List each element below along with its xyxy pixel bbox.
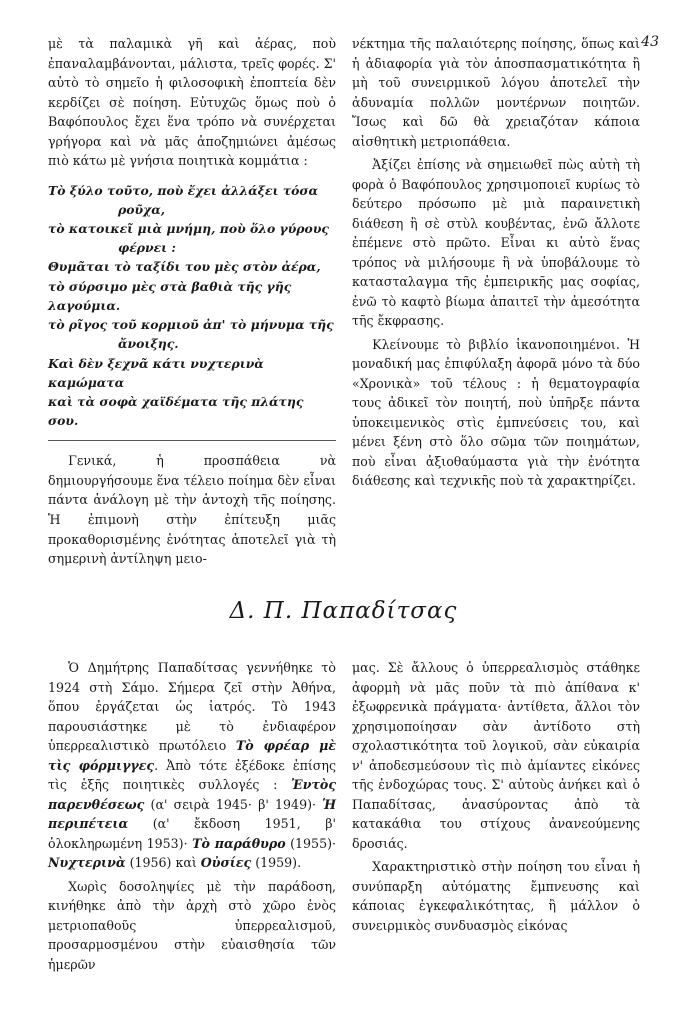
page-number: 43 xyxy=(641,34,659,50)
poem-line: καὶ τὰ σοφὰ χαϊδέματα τῆς πλάτης σου. xyxy=(48,394,304,429)
poem-line: τὸ κατοικεῖ μιὰ μνήμη, ποὺ ὅλο γύρους xyxy=(48,221,329,237)
paragraph: Ἀξίζει ἐπίσης νὰ σημειωθεῖ πὼς αὐτὴ τὴ φορὰ ὁ Βαφόπουλος χρησιμοποιεῖ κυρίως τὸ δεύτερο πρόσωπο μὲ μιὰ παραινετικὴ διάθεση ἢ σὲ στὺλ κουβέντας, ἐνῶ ἄλλοτε ἐπέμενε στὸ πρῶτο. Εἶναι κι αὐτὸ ἕνας τρόπος νὰ μιλήσουμε ἢ νὰ ὑποβάλουμε τὸ κατασταλαγμα τῆς ἐμπειρικῆς μας σοφίας, ἐνῶ τὸ καφτὸ βίωμα ἀπαιτεῖ τὴν ἀμεσότητα τῆς ἔκφρασης. xyxy=(352,157,640,329)
book-title: Νυχτερινὰ xyxy=(48,855,126,871)
poem-line: ροῦχα, xyxy=(118,201,166,217)
text-run: (α' σειρὰ 1945· β' 1949)· xyxy=(144,796,323,812)
paragraph: μας. Σὲ ἄλλους ὁ ὑπερρεαλισμὸς στάθηκε ἀφορμὴ νὰ μᾶς ποῦν τὰ πιὸ ἀπίθανα κ' ἐξωφρενικὰ πράγματα· ἀντίθετα, ἄλλοι τὸν χρησιμοποίησαν σὰν ἀντίδοτο στὴ σχολαστικότητα τοῦ λογικοῦ, σὰν εὐκαιρία ν' ἀποδεσμεύσουν τὶς πιὸ ἀμίαντες εἰκόνες τῆς ἐνδοχώρας τους. Σ' αὐτοὺς ἀνήκει καὶ ὁ Παπαδίτσας, ἀνασύροντας ἀπὸ τὰ κατακάθια του στίχους ἀνανεούμενης δροσιάς. xyxy=(352,660,640,851)
book-title: Τὸ παράθυρο xyxy=(192,835,286,851)
text-run: Ὁ Δημήτρης Παπαδίτσας γεννήθηκε τὸ 1924 στὴ Σάμο. Σήμερα ζεῖ στὴν Ἀθήνα, ὅπου ἐργάζεται ὡς ἰατρός. Τὸ 1943 παρουσιάστηκε μὲ τὸ ἐνδιαφέρον ὑπερρεαλιστικὸ πρωτόλειο xyxy=(48,660,336,754)
book-title: Οὐσίες xyxy=(200,855,252,871)
poem-line: ἄνοιξης. xyxy=(118,336,179,352)
text-run: . Ἀπὸ τότε ἐξέδοκε ἐπίσης τὶς ἑξῆς ποιητικὲς συλλογές : xyxy=(48,757,336,793)
text-run: (1959). xyxy=(251,855,302,871)
poem-divider xyxy=(48,440,336,441)
paragraph: Χαρακτηριστικὸ στὴν ποίηση του εἶναι ἡ συνύπαρξη αὐτόματης ἔμπνευσης καὶ κάποιας ἐγκεφαλικότητας, ἢ μάλλον ὁ συνειρμικὸς συνδυασμὸς εἰκόνας xyxy=(352,859,640,933)
paragraph: νέκτημα τῆς παλαιότερης ποίησης, ὅπως καὶ ἡ ἀδιαφορία γιὰ τὸν ἀποσπασματικότητα ἢ μὴ τοῦ συνειρμικοῦ λόγου ἀποτελεῖ τὴν ἀδυναμία πολλῶν μοντέρνων ποιητῶν. Ἴσως καὶ δῶ θὰ χρειαζόταν κάποια αἰσθητικὴ μετριοπάθεια. xyxy=(352,36,640,149)
paragraph: Κλείνουμε τὸ βιβλίο ἱκανοποιημένοι. Ἡ μοναδική μας ἐπιφύλαξη ἀφορᾶ μόνο τὰ δύο «Χρονικὰ» τοῦ τέλους : ἡ θεματογραφία τους ἀδικεῖ τὸν ποιητή, ποὺ ὑπῆρξε πάντα ὑποκειμενικὸς στὶς ἐμπνεύσεις του, καὶ μένει ξένη στὸ ὅλο σῶμα τῶν ποιημάτων, ποὺ εἶναι ἀξιοθαύμαστα γιὰ τὴν ἑνότητα διάθεσης καὶ τεχνικῆς ποὺ τὰ χαρακτηρίζει. xyxy=(352,336,640,489)
paragraph: Χωρὶς δοσοληψίες μὲ τὴν παράδοση, κινήθηκε ἀπὸ τὴν ἀρχὴ στὸ χῶρο ἑνὸς μετριοπαθοῦς ὑπερρεαλισμοῦ, προσαρμοσμένου στὴν εὐαισθησία τῶν ἡμερῶν xyxy=(48,878,336,972)
bottom-right-column xyxy=(352,658,640,939)
book-title: Τὸ φρέαρ μὲ τὶς φόρμιγγες xyxy=(48,738,336,773)
poem-line: Θυμᾶται τὸ ταξίδι του μὲς στὸν ἀέρα, xyxy=(48,259,321,275)
bottom-left-column xyxy=(48,658,336,978)
top-right-column xyxy=(352,34,640,495)
book-title: Ἡ περιπέτεια xyxy=(48,796,336,832)
book-title: Ἐντὸς παρενθέσεως xyxy=(48,777,336,812)
paragraph xyxy=(48,658,336,873)
poem-line: Τὸ ξύλο τοῦτο, ποὺ ἔχει ἀλλάξει τόσα xyxy=(48,182,319,198)
text-run: (1955)· xyxy=(285,835,336,851)
poem-line: Καὶ δὲν ξεχνᾶ κάτι νυχτερινὰ καμώματα xyxy=(48,355,264,390)
poem-line: τὸ σύρσιμο μὲς στὰ βαθιὰ τῆς γῆς λαγούμια. xyxy=(48,278,292,313)
text-run: (1956) καὶ xyxy=(125,855,201,871)
poem-excerpt xyxy=(48,181,336,431)
text-run: (α' ἔκδοση 1951, β' ὁλοκληρωμένη 1953)· xyxy=(48,816,336,851)
section-heading: Δ. Π. Παπαδίτσας xyxy=(229,598,458,624)
paragraph: μὲ τὰ παλαμικὰ γῆ καὶ ἀέρας, ποὺ ἐπαναλαμβάνονται, μάλιστα, τρεῖς φορές. Σ' αὐτὸ τὸ σημεῖο ἡ φιλοσοφικὴ ἐποπτεία δὲν κερδίζει σὲ ποίηση. Εὐτυχῶς ὅμως ποὺ ὁ Βαφόπουλος ἔχει ἕνα τρόπο νὰ συνέρχεται γρήγορα καὶ νὰ μᾶς ἀποζημιώνει ἀμέσως πιὸ κάτω μὲ γνήσια ποιητικὰ κομμάτια : xyxy=(48,36,336,169)
paragraph: Γενικά, ἡ προσπάθεια νὰ δημιουργήσουμε ἕνα τέλειο ποίημα δὲν εἶναι πάντα ἀνάλογη μὲ τὴν ἀντοχὴ τῆς ποίησης. Ἡ ἐπιμονὴ στὴν ἐπίτευξη μιᾶς προκαθορισμένης ἑνότητας ἀποτελεῖ γιὰ τὴ σημερινὴ ἀντίληψη μειο- xyxy=(48,453,336,567)
poem-line: τὸ ρῖγος τοῦ κορμιοῦ ἀπ' τὸ μήνυμα τῆς xyxy=(48,317,334,333)
top-left-column xyxy=(48,34,336,573)
poem-line: φέρνει : xyxy=(118,240,176,256)
